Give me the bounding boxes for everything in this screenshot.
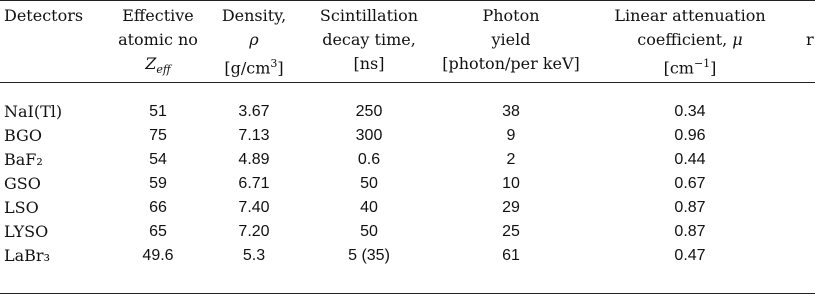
cell-density: 7.20 — [238, 223, 270, 240]
cell-zeff: 65 — [149, 223, 167, 240]
cell-decay-time: 5 (35) — [348, 247, 390, 264]
cell-attenuation: 0.87 — [674, 223, 706, 240]
cell-attenuation: 0.87 — [674, 199, 706, 216]
header-density-line1: Density, — [221, 6, 287, 25]
cell-photon-yield: 25 — [502, 223, 520, 240]
header-yield-line2: yield — [491, 30, 531, 49]
cell-attenuation: 0.47 — [674, 247, 706, 264]
header-yield-line1: Photon — [482, 6, 540, 25]
cell-density: 7.40 — [238, 199, 270, 216]
header-detectors: Detectors — [4, 6, 84, 25]
cell-decay-time: 250 — [355, 103, 383, 120]
header-zeff-symbol: $Z_{eff}$ — [145, 54, 171, 77]
cell-attenuation: 0.96 — [674, 127, 706, 144]
cell-photon-yield: 38 — [502, 103, 520, 120]
cell-photon-yield: 10 — [502, 175, 520, 192]
header-rule — [0, 82, 815, 83]
header-mu-line1: Linear attenuation — [614, 6, 766, 25]
cell-attenuation: 0.34 — [674, 103, 706, 120]
cell-attenuation: 0.44 — [674, 151, 706, 168]
header-density-symbol: ρ — [249, 30, 259, 49]
cell-detector: LYSO — [4, 222, 49, 241]
cell-density: 7.13 — [238, 127, 270, 144]
header-mu-unit: $[cm^{-1}]$ — [663, 57, 717, 78]
cell-decay-time: 300 — [355, 127, 383, 144]
cell-density: 5.3 — [242, 247, 266, 264]
cell-decay-time: 50 — [360, 175, 378, 192]
cell-detector: LSO — [4, 198, 39, 217]
cell-zeff: 66 — [149, 199, 167, 216]
cell-decay-time: 40 — [360, 199, 378, 216]
cell-detector: BGO — [4, 126, 42, 145]
header-decay-line1: Scintillation — [319, 6, 419, 25]
header-decay-line2: decay time, — [322, 30, 416, 49]
cell-zeff: 51 — [149, 103, 167, 120]
cell-zeff: 54 — [149, 151, 167, 168]
top-rule — [0, 0, 815, 1]
bottom-rule — [0, 293, 815, 294]
header-yield-unit: [photon/per keV] — [442, 54, 580, 73]
cell-density: 3.67 — [238, 103, 270, 120]
cell-decay-time: 50 — [360, 223, 378, 240]
cell-detector: GSO — [4, 174, 41, 193]
cell-attenuation: 0.67 — [674, 175, 706, 192]
header-decay-unit: [ns] — [353, 54, 385, 73]
cell-detector: BaF₂ — [4, 150, 43, 169]
cell-photon-yield: 61 — [502, 247, 520, 264]
header-mu-line2: coefficient, μ — [637, 30, 743, 49]
header-cut-off-col: r — [806, 30, 814, 49]
header-zeff-line2: atomic no — [118, 30, 198, 49]
cell-photon-yield: 9 — [506, 127, 516, 144]
cell-detector: LaBr₃ — [4, 246, 50, 265]
header-density-unit: $[g/cm^3]$ — [224, 57, 284, 78]
cell-photon-yield: 2 — [506, 151, 516, 168]
cell-zeff: 59 — [149, 175, 167, 192]
cell-density: 6.71 — [238, 175, 270, 192]
cell-zeff: 75 — [149, 127, 167, 144]
cell-detector: NaI(Tl) — [4, 102, 63, 121]
header-zeff-line1: Effective — [122, 6, 194, 25]
cell-zeff: 49.6 — [142, 247, 174, 264]
cell-photon-yield: 29 — [502, 199, 520, 216]
cell-decay-time: 0.6 — [357, 151, 381, 168]
cell-density: 4.89 — [238, 151, 270, 168]
